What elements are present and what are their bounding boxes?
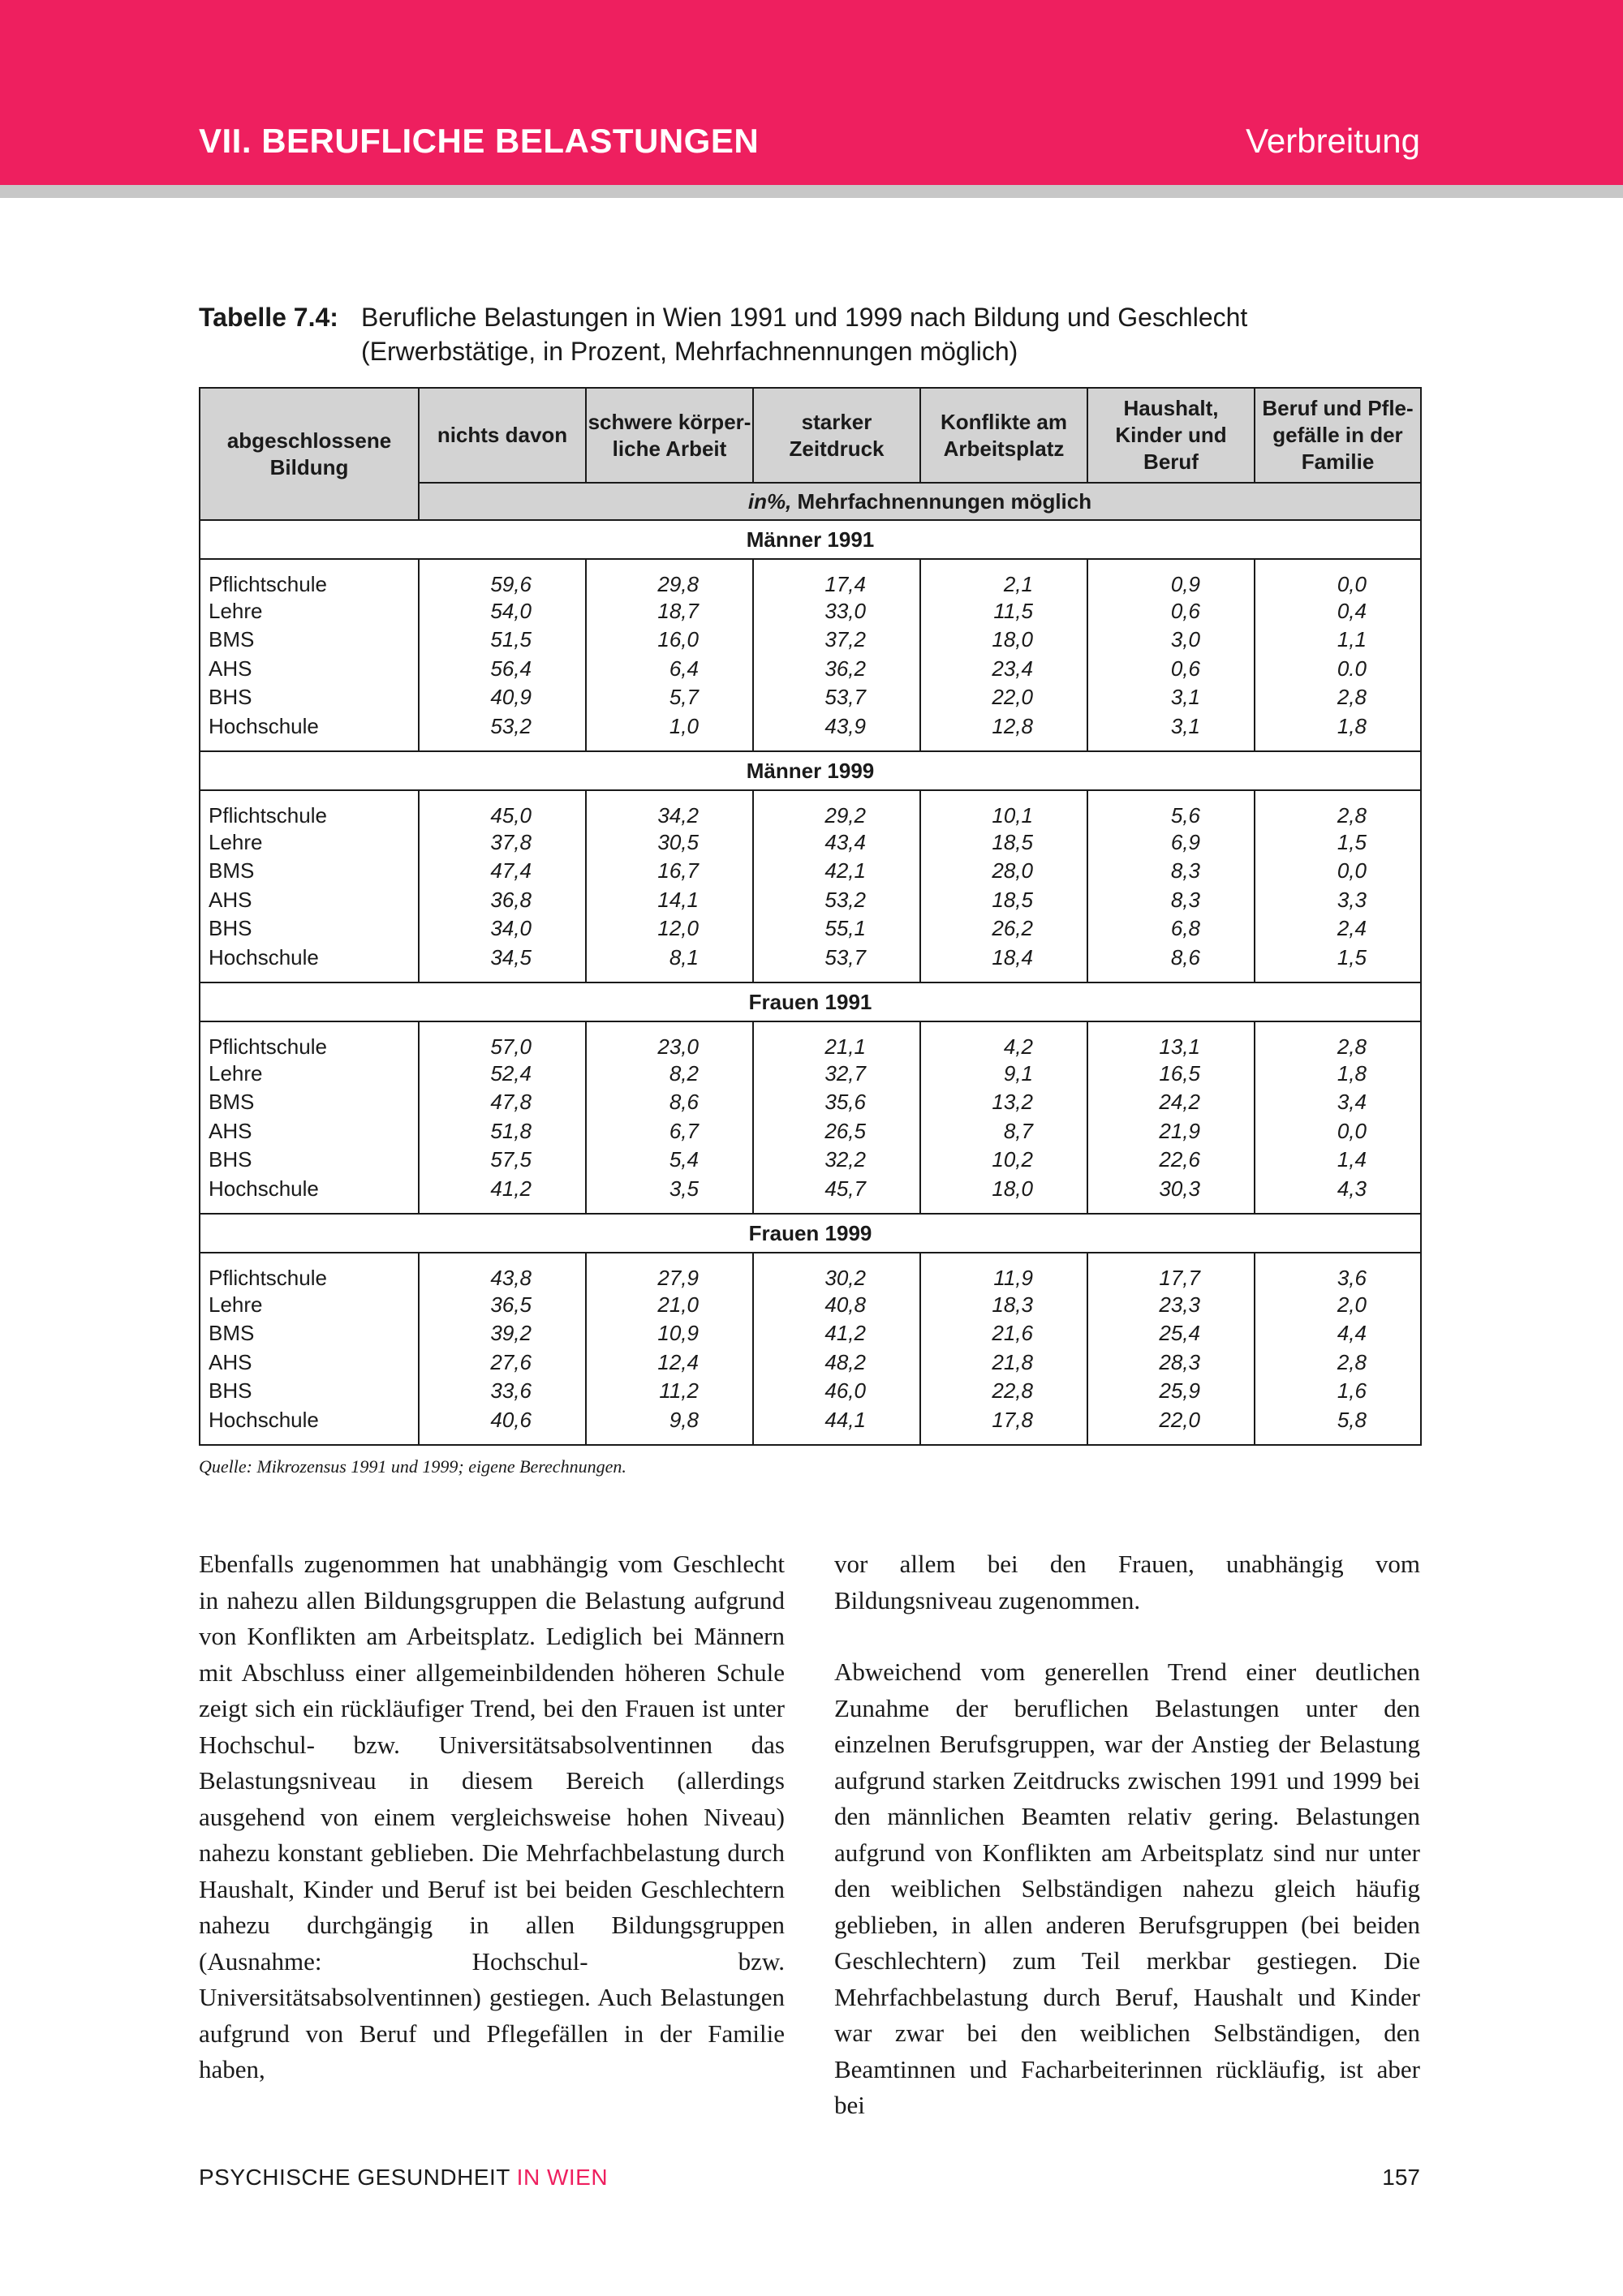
footer-title xyxy=(199,2165,608,2191)
table-cell: 2,8 xyxy=(1255,1348,1421,1378)
table-cell: 43,4 xyxy=(753,828,920,858)
table-cell: 45,0 xyxy=(419,790,586,828)
table-cell: 5,7 xyxy=(586,683,753,712)
table-cell: 53,7 xyxy=(753,944,920,983)
table-cell: 33,6 xyxy=(419,1377,586,1406)
row-label: AHS xyxy=(200,886,419,915)
header-col: Haushalt, Kinder und Beruf xyxy=(1087,388,1255,483)
table-cell: 1,8 xyxy=(1255,712,1421,752)
table-cell: 34,0 xyxy=(419,914,586,944)
table-cell: 22,0 xyxy=(920,683,1087,712)
table-cell: 0,9 xyxy=(1087,559,1255,597)
row-label: BHS xyxy=(200,1146,419,1175)
table-cell: 13,1 xyxy=(1087,1021,1255,1060)
row-label: Pflichtschule xyxy=(200,1021,419,1060)
table-cell: 22,6 xyxy=(1087,1146,1255,1175)
table-cell: 9,8 xyxy=(586,1406,753,1446)
table-cell: 6,9 xyxy=(1087,828,1255,858)
group-title: Frauen 1999 xyxy=(200,1214,1421,1253)
table-cell: 5,6 xyxy=(1087,790,1255,828)
table-cell: 21,1 xyxy=(753,1021,920,1060)
table-cell: 0,6 xyxy=(1087,655,1255,684)
row-label: Hochschule xyxy=(200,1175,419,1215)
table-cell: 8,3 xyxy=(1087,857,1255,886)
table-cell: 3,1 xyxy=(1087,712,1255,752)
table-row xyxy=(200,1348,1421,1378)
footer-title-accent: IN WIEN xyxy=(516,2165,609,2190)
table-cell: 46,0 xyxy=(753,1377,920,1406)
unit-row xyxy=(419,483,1421,520)
table-cell: 9,1 xyxy=(920,1060,1087,1089)
section-title: Verbreitung xyxy=(1246,122,1420,160)
table-cell: 26,2 xyxy=(920,914,1087,944)
table-cell: 2,8 xyxy=(1255,1021,1421,1060)
row-label: Lehre xyxy=(200,828,419,858)
body-column-left xyxy=(199,1546,785,2088)
table-row xyxy=(200,712,1421,752)
row-label: BHS xyxy=(200,914,419,944)
table-caption-text: Berufliche Belastungen in Wien 1991 und 1999 nach Bildung und Geschlecht (Erwerbstätige, in Prozent, Mehrfachnennungen möglich) xyxy=(361,303,1248,366)
table-cell: 21,6 xyxy=(920,1319,1087,1348)
table-row xyxy=(200,886,1421,915)
table-cell: 24,2 xyxy=(1087,1088,1255,1117)
body-paragraph: Ebenfalls zugenommen hat unabhängig vom Geschlecht in nahezu allen Bildungsgruppen die Belastung aufgrund von Konflikten am Arbeitsplatz. Lediglich bei Männern mit Abschluss einer allgemeinbildenden höheren Schule zeigt sich ein rückläufiger Trend, bei den Frauen ist unter Hochschul- bzw. Universitätsabsolventinnen das Belastungsniveau in diesem Bereich (allerdings ausgehend von einem vergleichsweise hohen Niveau) nahezu konstant geblieben. Die Mehrfachbelastung durch Haushalt, Kinder und Beruf ist bei beiden Geschlechtern nahezu durchgängig in allen Bildungsgruppen (Ausnahme: Hochschul- bzw. Universitätsabsolventinnen) gestiegen. Auch Belastungen aufgrund von Beruf und Pflegefällen in der Familie haben, xyxy=(199,1550,785,2083)
table-cell: 8,2 xyxy=(586,1060,753,1089)
row-label: AHS xyxy=(200,1117,419,1146)
table-cell: 34,5 xyxy=(419,944,586,983)
row-label: BMS xyxy=(200,1088,419,1117)
table-cell: 36,2 xyxy=(753,655,920,684)
body-column-right xyxy=(834,1546,1420,2124)
table-row xyxy=(200,1377,1421,1406)
row-label: Pflichtschule xyxy=(200,790,419,828)
table-cell: 10,2 xyxy=(920,1146,1087,1175)
table-row xyxy=(200,1146,1421,1175)
table-cell: 44,1 xyxy=(753,1406,920,1446)
table-cell: 4,3 xyxy=(1255,1175,1421,1215)
table-cell: 2,4 xyxy=(1255,914,1421,944)
table-cell: 5,4 xyxy=(586,1146,753,1175)
table-cell: 47,4 xyxy=(419,857,586,886)
table-cell: 13,2 xyxy=(920,1088,1087,1117)
row-label: Hochschule xyxy=(200,1406,419,1446)
table-cell: 53,7 xyxy=(753,683,920,712)
table-cell: 52,4 xyxy=(419,1060,586,1089)
table-cell: 1,6 xyxy=(1255,1377,1421,1406)
table-cell: 4,2 xyxy=(920,1021,1087,1060)
table-cell: 25,9 xyxy=(1087,1377,1255,1406)
table-cell: 35,6 xyxy=(753,1088,920,1117)
table-cell: 23,4 xyxy=(920,655,1087,684)
table-cell: 17,4 xyxy=(753,559,920,597)
table-cell: 8,1 xyxy=(586,944,753,983)
row-label: BMS xyxy=(200,857,419,886)
table-cell: 54,0 xyxy=(419,597,586,626)
table-cell: 3,6 xyxy=(1255,1253,1421,1291)
table-cell: 3,5 xyxy=(586,1175,753,1215)
table-cell: 18,7 xyxy=(586,597,753,626)
row-label: BMS xyxy=(200,1319,419,1348)
row-label: Hochschule xyxy=(200,712,419,752)
unit-em: in%, xyxy=(747,488,792,514)
table-row xyxy=(200,1021,1421,1060)
table-row xyxy=(200,655,1421,684)
table-cell: 40,9 xyxy=(419,683,586,712)
unit-rest: Mehrfachnennungen möglich xyxy=(791,488,1092,514)
table-row xyxy=(200,1175,1421,1215)
table-cell: 43,8 xyxy=(419,1253,586,1291)
table-cell: 45,7 xyxy=(753,1175,920,1215)
table-cell: 6,4 xyxy=(586,655,753,684)
row-label: AHS xyxy=(200,1348,419,1378)
table-cell: 59,6 xyxy=(419,559,586,597)
table-cell: 1,8 xyxy=(1255,1060,1421,1089)
group-header-row xyxy=(200,1214,1421,1253)
table-cell: 34,2 xyxy=(586,790,753,828)
row-label: Lehre xyxy=(200,1291,419,1320)
table-cell: 0,0 xyxy=(1255,857,1421,886)
table-cell: 2,1 xyxy=(920,559,1087,597)
table-cell: 0.0 xyxy=(1255,655,1421,684)
table-cell: 0,0 xyxy=(1255,1117,1421,1146)
table-cell: 47,8 xyxy=(419,1088,586,1117)
table-cell: 28,3 xyxy=(1087,1348,1255,1378)
table-cell: 25,4 xyxy=(1087,1319,1255,1348)
table-cell: 53,2 xyxy=(753,886,920,915)
table-row xyxy=(200,1060,1421,1089)
table-cell: 10,1 xyxy=(920,790,1087,828)
body-paragraph: vor allem bei den Frauen, unabhängig vom Bildungsniveau zugenommen. xyxy=(834,1550,1420,1615)
table-row xyxy=(200,683,1421,712)
table-row xyxy=(200,944,1421,983)
table-cell: 17,7 xyxy=(1087,1253,1255,1291)
table-cell: 8,6 xyxy=(586,1088,753,1117)
table-cell: 48,2 xyxy=(753,1348,920,1378)
group-header-row xyxy=(200,520,1421,559)
table-cell: 21,0 xyxy=(586,1291,753,1320)
table-cell: 18,5 xyxy=(920,828,1087,858)
source-note: Quelle: Mikrozensus 1991 und 1999; eigene Berechnungen. xyxy=(199,1456,626,1477)
group-header-row xyxy=(200,751,1421,790)
table-cell: 18,4 xyxy=(920,944,1087,983)
header-education: abgeschlossene Bildung xyxy=(200,388,419,520)
table-row xyxy=(200,1117,1421,1146)
table-cell: 4,4 xyxy=(1255,1319,1421,1348)
table-cell: 12,4 xyxy=(586,1348,753,1378)
header-rule xyxy=(0,185,1623,198)
row-label: Lehre xyxy=(200,1060,419,1089)
table-cell: 8,3 xyxy=(1087,886,1255,915)
table-cell: 32,2 xyxy=(753,1146,920,1175)
group-title: Männer 1991 xyxy=(200,520,1421,559)
header-col: schwere körper- liche Arbeit xyxy=(586,388,753,483)
table-cell: 2,8 xyxy=(1255,790,1421,828)
table-cell: 51,8 xyxy=(419,1117,586,1146)
row-label: Pflichtschule xyxy=(200,559,419,597)
table-cell: 1,5 xyxy=(1255,944,1421,983)
table-cell: 53,2 xyxy=(419,712,586,752)
row-label: AHS xyxy=(200,655,419,684)
table-row xyxy=(200,1088,1421,1117)
page-number: 157 xyxy=(1382,2165,1420,2190)
table-cell: 2,8 xyxy=(1255,683,1421,712)
header-col: starker Zeitdruck xyxy=(753,388,920,483)
table-cell: 14,1 xyxy=(586,886,753,915)
table-body xyxy=(200,520,1421,1445)
header-col: Konflikte am Arbeitsplatz xyxy=(920,388,1087,483)
table-cell: 57,5 xyxy=(419,1146,586,1175)
table-cell: 42,1 xyxy=(753,857,920,886)
table-cell: 37,8 xyxy=(419,828,586,858)
table-cell: 11,2 xyxy=(586,1377,753,1406)
group-title: Männer 1999 xyxy=(200,751,1421,790)
table-cell: 3,0 xyxy=(1087,626,1255,655)
table-cell: 3,4 xyxy=(1255,1088,1421,1117)
group-header-row xyxy=(200,982,1421,1021)
row-label: BMS xyxy=(200,626,419,655)
table-cell: 1,4 xyxy=(1255,1146,1421,1175)
header-col: Beruf und Pfle- gefälle in der Familie xyxy=(1255,388,1421,483)
table-cell: 11,5 xyxy=(920,597,1087,626)
table-cell: 16,5 xyxy=(1087,1060,1255,1089)
table-cell: 27,6 xyxy=(419,1348,586,1378)
table-cell: 26,5 xyxy=(753,1117,920,1146)
table-cell: 41,2 xyxy=(419,1175,586,1215)
table-cell: 27,9 xyxy=(586,1253,753,1291)
row-label: Pflichtschule xyxy=(200,1253,419,1291)
table-cell: 28,0 xyxy=(920,857,1087,886)
table-cell: 1,5 xyxy=(1255,828,1421,858)
table-cell: 18,5 xyxy=(920,886,1087,915)
table-cell: 0,6 xyxy=(1087,597,1255,626)
table-cell: 18,0 xyxy=(920,1175,1087,1215)
row-label: Lehre xyxy=(200,597,419,626)
table-cell: 29,2 xyxy=(753,790,920,828)
table-cell: 22,8 xyxy=(920,1377,1087,1406)
table-cell: 43,9 xyxy=(753,712,920,752)
table-cell: 36,8 xyxy=(419,886,586,915)
table-cell: 17,8 xyxy=(920,1406,1087,1446)
table-cell: 41,2 xyxy=(753,1319,920,1348)
row-label: Hochschule xyxy=(200,944,419,983)
table-cell: 1,0 xyxy=(586,712,753,752)
table-cell: 1,1 xyxy=(1255,626,1421,655)
table-cell: 21,8 xyxy=(920,1348,1087,1378)
row-label: BHS xyxy=(200,1377,419,1406)
table-cell: 12,8 xyxy=(920,712,1087,752)
table-cell: 56,4 xyxy=(419,655,586,684)
table-cell: 2,0 xyxy=(1255,1291,1421,1320)
table-caption xyxy=(199,300,1424,368)
table-cell: 36,5 xyxy=(419,1291,586,1320)
table-cell: 16,0 xyxy=(586,626,753,655)
table-row xyxy=(200,914,1421,944)
footer-title-plain: PSYCHISCHE GESUNDHEIT xyxy=(199,2165,517,2190)
table-row xyxy=(200,828,1421,858)
table-row xyxy=(200,626,1421,655)
table-cell: 5,8 xyxy=(1255,1406,1421,1446)
table-cell: 21,9 xyxy=(1087,1117,1255,1146)
table-cell: 3,1 xyxy=(1087,683,1255,712)
table-cell: 30,3 xyxy=(1087,1175,1255,1215)
table-cell: 10,9 xyxy=(586,1319,753,1348)
table-cell: 51,5 xyxy=(419,626,586,655)
table-cell: 39,2 xyxy=(419,1319,586,1348)
table-cell: 11,9 xyxy=(920,1253,1087,1291)
table-row xyxy=(200,790,1421,828)
table-label: Tabelle 7.4: xyxy=(199,303,338,332)
table-cell: 32,7 xyxy=(753,1060,920,1089)
chapter-title: VII. BERUFLICHE BELASTUNGEN xyxy=(199,122,760,160)
table-row xyxy=(200,559,1421,597)
table-cell: 30,2 xyxy=(753,1253,920,1291)
table-row xyxy=(200,1406,1421,1446)
table-cell: 37,2 xyxy=(753,626,920,655)
table-cell: 16,7 xyxy=(586,857,753,886)
table-cell: 3,3 xyxy=(1255,886,1421,915)
row-label: BHS xyxy=(200,683,419,712)
table-cell: 0,0 xyxy=(1255,559,1421,597)
table-row xyxy=(200,1319,1421,1348)
table-cell: 8,6 xyxy=(1087,944,1255,983)
table-row xyxy=(200,597,1421,626)
table-row xyxy=(200,857,1421,886)
table-cell: 29,8 xyxy=(586,559,753,597)
table-cell: 57,0 xyxy=(419,1021,586,1060)
table-cell: 6,8 xyxy=(1087,914,1255,944)
table-cell: 6,7 xyxy=(586,1117,753,1146)
table-row xyxy=(200,1291,1421,1320)
table-cell: 40,8 xyxy=(753,1291,920,1320)
table-row xyxy=(200,1253,1421,1291)
data-table xyxy=(199,387,1422,1446)
table-cell: 30,5 xyxy=(586,828,753,858)
group-title: Frauen 1991 xyxy=(200,982,1421,1021)
table-cell: 23,0 xyxy=(586,1021,753,1060)
table-cell: 22,0 xyxy=(1087,1406,1255,1446)
body-paragraph: Abweichend vom generellen Trend einer deutlichen Zunahme der beruflichen Belastungen unter den einzelnen Berufsgruppen, war der Anstieg der Belastung aufgrund starken Zeitdrucks zwischen 1991 und 1999 bei den männlichen Beamten relativ gering. Belastungen aufgrund von Konflikten am Arbeitsplatz sind nur unter den weiblichen Selbständigen nahezu gleich häufig geblieben, in allen anderen Berufsgruppen (bei beiden Geschlechtern) zum Teil merkbar gestiegen. Die Mehrfachbelastung durch Beruf, Haushalt und Kinder war zwar bei den weiblichen Selbständigen, den Beamtinnen und Facharbeiterinnen rückläufig, ist aber bei xyxy=(834,1658,1420,2119)
table-cell: 55,1 xyxy=(753,914,920,944)
table-cell: 12,0 xyxy=(586,914,753,944)
table-cell: 33,0 xyxy=(753,597,920,626)
table-cell: 18,0 xyxy=(920,626,1087,655)
table-cell: 0,4 xyxy=(1255,597,1421,626)
table-cell: 40,6 xyxy=(419,1406,586,1446)
table-cell: 23,3 xyxy=(1087,1291,1255,1320)
table-cell: 8,7 xyxy=(920,1117,1087,1146)
table-cell: 18,3 xyxy=(920,1291,1087,1320)
header-col: nichts davon xyxy=(419,388,586,483)
